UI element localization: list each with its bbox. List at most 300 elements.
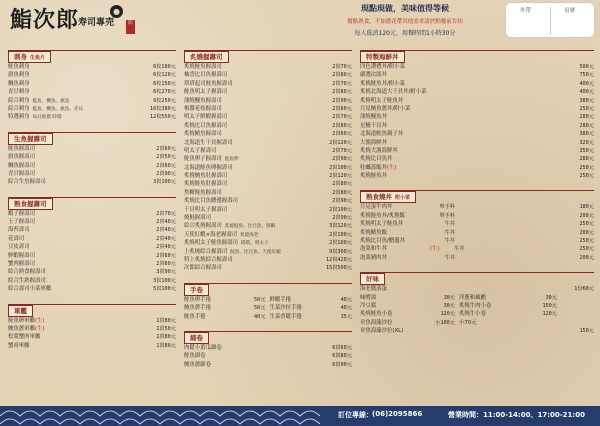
- section-nigiri: [8, 126, 176, 187]
- item-name-text: 松葉蟹肉軍艦: [8, 334, 41, 341]
- item-price: 500元: [579, 64, 594, 70]
- menu-item: [8, 210, 176, 218]
- menu-item: [8, 235, 176, 243]
- item-name-text: 炙燒鯖魚握壽司: [184, 131, 222, 138]
- menu-item: [360, 285, 594, 293]
- menu-item: [360, 155, 594, 163]
- section-hosomaki: [184, 325, 352, 369]
- menu-item: [8, 277, 176, 285]
- item-name: 炙燒鯖魚飯: [360, 229, 387, 236]
- section-sashimi: [8, 44, 176, 122]
- item-price: 2貫90元: [332, 97, 352, 104]
- item-name: [360, 155, 558, 163]
- menu-item: [184, 206, 352, 214]
- item-name-text: 鮭魚卵子握壽司: [184, 156, 222, 163]
- item-name: [360, 80, 558, 88]
- item-name: [184, 155, 316, 163]
- item-price: 2貫100元: [329, 206, 352, 213]
- item-name-text: 蝦子握壽司: [8, 210, 35, 217]
- item-price: 2貫40元: [156, 235, 176, 242]
- footer-bar: [0, 406, 600, 426]
- item-price: 250元: [579, 173, 594, 180]
- item-price: 2貫40元: [156, 227, 176, 234]
- item-name: [184, 222, 316, 230]
- phone-number: (06)2095866: [372, 410, 423, 418]
- item-name: [184, 88, 316, 96]
- menu-item: [8, 178, 176, 186]
- item-name-text: 焦糖鮭魚握壽司: [184, 189, 222, 196]
- item-price: 750元: [579, 72, 594, 79]
- item-price: 小100元: [435, 319, 455, 326]
- item-name: [184, 172, 316, 180]
- item-name: [184, 361, 316, 369]
- item-name: [360, 327, 558, 335]
- item-name-text: 炙燒明太子鮭魚握壽司: [184, 240, 238, 247]
- section-title: 細卷: [184, 332, 209, 344]
- section-title: 熟食燒丼 附小菜: [360, 191, 416, 203]
- menu-item: [184, 63, 352, 71]
- item-name-text: 肉鬆小黃瓜細卷: [184, 344, 222, 351]
- item-price: 2貫80元: [332, 72, 352, 79]
- item-name: 炙燒鮭魚小卷: [360, 311, 393, 318]
- menu-item: [8, 88, 176, 96]
- menu-item: [184, 164, 352, 172]
- column-2: [184, 44, 352, 373]
- item-name-text: 特上炙燒綜合握壽司: [184, 256, 233, 263]
- item-name: 泡菜豬肉丼: [360, 254, 387, 261]
- item-name: [184, 206, 316, 214]
- item-name: [8, 80, 140, 88]
- item-name-text: 燒鮭握壽司: [184, 215, 211, 222]
- item-name-text: 青甘握壽司: [8, 170, 35, 177]
- item-name-text: 章魚海藻沙拉(XL): [360, 328, 404, 335]
- item-name: [8, 170, 140, 178]
- menu-item: [184, 264, 352, 272]
- item-name: [360, 172, 558, 180]
- item-name-text: 天使紅蝦×海老握壽司: [184, 231, 238, 238]
- item-name-text: 炙燒北海道大干貝丼/附小菜: [360, 89, 427, 96]
- item-name-text: 炙燒大漁海鮮丼: [360, 147, 398, 154]
- menu-item: [360, 164, 594, 172]
- item-name: [8, 252, 140, 260]
- menu-item: [184, 313, 352, 321]
- item-price-2: 40元: [340, 296, 352, 303]
- minimum-charge: 每人低消120元，用餐時間1小時30分: [354, 30, 456, 37]
- seal-stamp: 店: [126, 20, 135, 34]
- item-name-text: 塔塔起司鮭魚握壽司: [184, 80, 233, 87]
- item-name: [360, 130, 558, 138]
- menu-item: [184, 231, 352, 239]
- item-price: 2貫100元: [329, 164, 352, 171]
- divider: [550, 7, 551, 35]
- menu-item: [184, 155, 352, 163]
- menu-item: [360, 130, 594, 138]
- item-name-2: 生菜香鬆手捲: [269, 313, 302, 320]
- table-label: 桌號: [564, 8, 576, 14]
- item-name: [360, 105, 558, 113]
- item-name-text: 玉子握壽司: [8, 219, 35, 226]
- item-price: 400元: [579, 89, 594, 96]
- menu-item: [360, 97, 594, 105]
- item-price: 30元: [443, 302, 455, 309]
- item-name-text: 鮭魚明太子握壽司: [184, 89, 228, 96]
- menu-item: [360, 310, 594, 318]
- item-name-text: 豆皮壽司: [8, 244, 30, 251]
- item-name: [8, 97, 140, 105]
- item-name: [184, 130, 316, 138]
- item-name: [8, 342, 140, 350]
- item-price-2: 30元: [545, 294, 557, 301]
- menu-item: [8, 342, 176, 350]
- section-title: 特製海鮮丼: [360, 51, 405, 63]
- item-price: 9貫300元: [329, 248, 352, 255]
- column-1: [8, 44, 176, 354]
- item-name: 炙燒比目魚/鰭邊丼: [360, 238, 405, 245]
- item-name-text: 海老醬蒸蛋: [360, 286, 387, 293]
- phone-label: 訂位專線：: [338, 411, 373, 419]
- item-price: 1貫80元: [156, 342, 176, 349]
- item-price: 280元: [579, 114, 594, 121]
- item-name: [184, 71, 316, 79]
- item-price: 12枚550元: [150, 114, 176, 121]
- item-name-text: 鯛魚刺身: [8, 80, 30, 87]
- item-name: [184, 197, 316, 205]
- item-price: 2貫60元: [156, 261, 176, 268]
- item-name-text: 綜合炙燒握壽司: [184, 223, 222, 230]
- item-name: [184, 214, 316, 222]
- item-price: 2貫60元: [156, 162, 176, 169]
- item-price: 牛丼: [444, 221, 455, 228]
- item-name: [8, 113, 140, 121]
- item-price: 250元: [579, 105, 594, 112]
- raw-mark: (生): [386, 164, 397, 171]
- item-price: 2貫90元: [332, 198, 352, 205]
- section-chirashi: [360, 44, 594, 180]
- item-name: [360, 147, 558, 155]
- item-price: 2貫80元: [332, 181, 352, 188]
- item-price: 2貫120元: [329, 139, 352, 146]
- item-desc: 鮭魚、鯛魚、旗魚、赤貝: [32, 106, 84, 112]
- menu-item: [184, 222, 352, 230]
- item-name: [184, 344, 316, 352]
- section-sides: [360, 266, 594, 335]
- section-cooked: [8, 191, 176, 294]
- tagline: 現點現做，美味值得等候: [361, 4, 449, 13]
- menu-item: [360, 237, 594, 245]
- item-name: [184, 189, 316, 197]
- menu-item: [360, 147, 594, 155]
- item-name: [8, 285, 140, 293]
- item-price: 2貫80元: [332, 89, 352, 96]
- item-name-text: 綜合生熟握壽司: [8, 277, 46, 284]
- item-price: 3貫90元: [156, 269, 176, 276]
- item-price: 40元: [254, 313, 266, 320]
- item-name-text: 北海道生干貝握壽司: [184, 139, 233, 146]
- item-price-2: 200元: [579, 212, 594, 219]
- item-name: [8, 243, 140, 251]
- item-name-text: 鮪魚蔥軍艦: [8, 325, 35, 332]
- item-name-text: 北海道鮭魚親子丼: [360, 131, 404, 138]
- item-name: [8, 235, 140, 243]
- column-3: [360, 44, 594, 340]
- menu-item: [360, 172, 594, 180]
- item-name: 鮭魚卵手捲: [184, 296, 211, 303]
- item-name: [184, 256, 316, 264]
- menu-item: [8, 333, 176, 341]
- item-price-2: 150元: [542, 302, 557, 309]
- menu-item: [360, 319, 594, 327]
- item-name: 味噌湯: [360, 294, 377, 301]
- item-price: 3貫120元: [329, 223, 352, 230]
- item-name-2: 洋蔥和風醋: [459, 294, 486, 301]
- item-price: 牛丼: [444, 229, 455, 236]
- item-name: [184, 239, 316, 247]
- item-price: 2貫70元: [332, 114, 352, 121]
- item-price: 1貫50元: [156, 325, 176, 332]
- item-desc: 鮭魚、比目魚、天使紅蝦: [230, 249, 281, 255]
- menu-item: [184, 296, 352, 304]
- item-price-2: 180元: [579, 204, 594, 211]
- item-desc: 炙燒鮭魚、比目魚、鮮蝦: [224, 224, 276, 230]
- item-name-text: 旗魚刺身: [8, 72, 30, 79]
- item-desc: 鮭魚卵: [224, 157, 239, 163]
- logo-circle-icon: ●: [110, 5, 123, 18]
- item-price: 50元: [254, 296, 266, 303]
- menu-item: [8, 260, 176, 268]
- menu-item: [184, 172, 352, 180]
- raw-mark: (生): [34, 325, 45, 332]
- item-name: 鮪魚蔥手捲: [184, 305, 211, 312]
- item-price: 2貫40元: [156, 244, 176, 251]
- item-name: 月見蛋牛肉丼: [360, 204, 393, 211]
- item-price: 單手料: [439, 204, 455, 211]
- item-name-text: 炙燒明太子鮭魚丼: [360, 97, 404, 104]
- item-name: [360, 88, 558, 96]
- menu-item: [360, 88, 594, 96]
- item-name-text: 綜合刺身: [8, 105, 30, 112]
- menu-item: [184, 344, 352, 352]
- menu-item: [8, 325, 176, 333]
- item-price-2: 120元: [542, 311, 557, 318]
- item-name: [8, 325, 140, 333]
- item-name-text: 次郎綜合握壽司: [184, 265, 222, 272]
- logo: 鮨次郎: [10, 7, 80, 33]
- item-name: [184, 180, 316, 188]
- item-name-text: 蟹膏軍艦: [8, 342, 30, 349]
- item-name-text: 海苔壽司: [8, 227, 30, 234]
- item-name: 冷豆腐: [360, 302, 377, 309]
- item-price: 2貫50元: [156, 154, 176, 161]
- logo-subtitle: 寿司專売: [78, 18, 115, 28]
- item-price-2: 200元: [579, 229, 594, 236]
- item-price: 6枚120元: [153, 72, 176, 79]
- item-price: 牛丼: [444, 254, 455, 261]
- menu-item: [184, 88, 352, 96]
- item-name-text: 干貝明太子握壽司: [184, 206, 228, 213]
- item-name-text: 綜合壽司小菜軍艦: [8, 286, 52, 293]
- item-price: 2貫80元: [332, 122, 352, 129]
- item-name: 鮭魚手捲: [184, 313, 206, 320]
- menu-item: [8, 97, 176, 105]
- item-name: [8, 210, 140, 218]
- menu-item: [184, 139, 352, 147]
- menu-item: [360, 113, 594, 121]
- item-price: 380元: [579, 97, 594, 104]
- item-price: 250元: [579, 164, 594, 171]
- item-name-text: 炙燒鮭魚握壽司: [184, 64, 222, 70]
- section-title: 刺身 生魚片: [8, 51, 51, 63]
- item-price: 50元: [254, 305, 266, 312]
- item-name-text: 炙燒比目魚鰭邊握壽司: [184, 198, 238, 205]
- item-price: 2貫70元: [332, 64, 352, 70]
- item-name: [184, 231, 316, 239]
- menu-item: [184, 97, 352, 105]
- hours-label: 營業時間：: [448, 411, 483, 419]
- item-price: 280元: [579, 156, 594, 163]
- item-name: [360, 97, 558, 105]
- item-name: 章魚海藻沙拉: [360, 319, 393, 326]
- item-name: [8, 63, 140, 71]
- item-name: [184, 63, 316, 71]
- section-title: 手卷: [184, 284, 209, 296]
- raw-mark: (生): [430, 246, 440, 253]
- item-price: 2貫100元: [329, 240, 352, 247]
- item-name: [184, 122, 316, 130]
- menu-item: [8, 153, 176, 161]
- menu-item: [8, 63, 176, 71]
- menu-item: [8, 162, 176, 170]
- item-name: [8, 145, 140, 153]
- item-price: 350元: [579, 147, 594, 154]
- menu-item: [8, 243, 176, 251]
- item-price: 280元: [579, 122, 594, 129]
- item-price: 9枚250元: [153, 97, 176, 104]
- item-price: 120元: [440, 311, 455, 318]
- item-price: 2貫90元: [332, 156, 352, 163]
- menu-item: [360, 229, 594, 237]
- menu-item: [184, 105, 352, 113]
- item-price-2: 200元: [579, 254, 594, 261]
- item-name-text: 星鰻千貝丼: [360, 122, 387, 129]
- menu-item: [360, 122, 594, 130]
- item-name-2: 炙燒牛肉小卷: [459, 302, 492, 309]
- menu-item: [8, 145, 176, 153]
- item-price: 6枚270元: [153, 89, 176, 96]
- item-name-text: 大漁海鮮丼: [360, 139, 387, 146]
- menu-item: [8, 113, 176, 121]
- item-price: 2貫60元: [332, 105, 352, 112]
- item-name-text: 月見鮪魚蔥丼/附小菜: [360, 105, 411, 112]
- menu-item: [360, 245, 594, 253]
- menu-item: [184, 256, 352, 264]
- item-price: 6枚180元: [153, 64, 176, 70]
- menu-item: [184, 113, 352, 121]
- section-title: 生魚握壽司: [8, 133, 53, 145]
- menu-item: [184, 180, 352, 188]
- menu-item: [8, 268, 176, 276]
- item-name-text: 炙燒鮪魚肚握壽司: [184, 173, 228, 180]
- item-name: 泡菜和牛丼: [360, 246, 387, 253]
- item-name-text: 四色讚禮丼/附小菜: [360, 64, 405, 70]
- item-name-2: 鮮蝦手捲: [269, 296, 292, 303]
- item-name-text: 鮪魚蔥細卷: [184, 361, 211, 368]
- item-name-text: 炙燒鮭魚丼/附小菜: [360, 80, 405, 87]
- wave-pattern: [0, 406, 320, 426]
- menu-item: [360, 302, 594, 310]
- item-name: [184, 352, 316, 360]
- menu-item: [184, 214, 352, 222]
- item-name: [8, 178, 140, 186]
- menu-item: [184, 197, 352, 205]
- item-price: 5貫100元: [153, 286, 176, 293]
- item-price: 1份60元: [574, 286, 594, 293]
- item-price: 單手料: [439, 212, 455, 219]
- menu-item: [8, 71, 176, 79]
- item-name-text: 鮭魚握壽司: [8, 145, 35, 152]
- item-price: 2貫60元: [332, 131, 352, 138]
- item-price: 2貫90元: [332, 215, 352, 222]
- menu-item: [184, 248, 352, 256]
- item-name: [360, 71, 558, 79]
- item-name: [8, 71, 140, 79]
- item-name-2: 炙燒牛小卷: [459, 311, 486, 318]
- item-price: 2貫120元: [329, 173, 352, 180]
- menu-item: [360, 105, 594, 113]
- item-name: [184, 147, 316, 155]
- item-name-text: 嚴選次郎丼: [360, 72, 387, 79]
- item-name-text: 鯛魚握壽司: [8, 162, 35, 169]
- item-name-text: 牡蠣蓋飯丼: [360, 164, 387, 171]
- item-name-text: 鮭魚刺身: [8, 64, 30, 70]
- menu-item: [360, 327, 594, 335]
- item-price: 320元: [579, 139, 594, 146]
- menu-item: [184, 71, 352, 79]
- menu-item: [184, 130, 352, 138]
- menu-item: [8, 80, 176, 88]
- item-price: 10枚380元: [150, 105, 176, 112]
- item-name-text: 北海道鮭魚卵握壽司: [184, 164, 233, 171]
- item-price: 2貫80元: [332, 189, 352, 196]
- item-name: [184, 248, 316, 256]
- section-title: 熟食握壽司: [8, 198, 53, 210]
- section-title: 炙燒握壽司: [184, 51, 229, 63]
- menu-item: [360, 71, 594, 79]
- item-name-text: 鮭魚卵軍艦: [8, 317, 35, 324]
- item-name: [360, 164, 558, 172]
- menu-item: [184, 80, 352, 88]
- item-name: [360, 139, 558, 147]
- item-name-text: 綜合生魚握壽司: [8, 179, 46, 186]
- item-price: 6貫60元: [332, 344, 352, 351]
- item-name: [360, 285, 558, 293]
- item-name-text: 綜合刺身: [8, 97, 30, 104]
- item-name: [8, 268, 140, 276]
- item-price: 2貫100元: [329, 231, 352, 238]
- item-price: 15貫500元: [326, 265, 352, 272]
- item-name-text: 炙燒比目魚丼: [360, 156, 393, 163]
- menu-item: [8, 105, 176, 113]
- item-price-2: 35元: [340, 313, 352, 320]
- item-price: 30元: [443, 294, 455, 301]
- item-name: [8, 317, 140, 325]
- menu-item: [184, 147, 352, 155]
- item-name-text: 鮭魚細卷: [184, 353, 206, 360]
- order-boxes: [505, 2, 595, 38]
- item-name-text: 炙燒鮭魚丼: [360, 173, 387, 180]
- section-yakidon: [360, 184, 594, 262]
- takeout-label: 外帶: [520, 8, 532, 14]
- item-price: 2貫40元: [156, 219, 176, 226]
